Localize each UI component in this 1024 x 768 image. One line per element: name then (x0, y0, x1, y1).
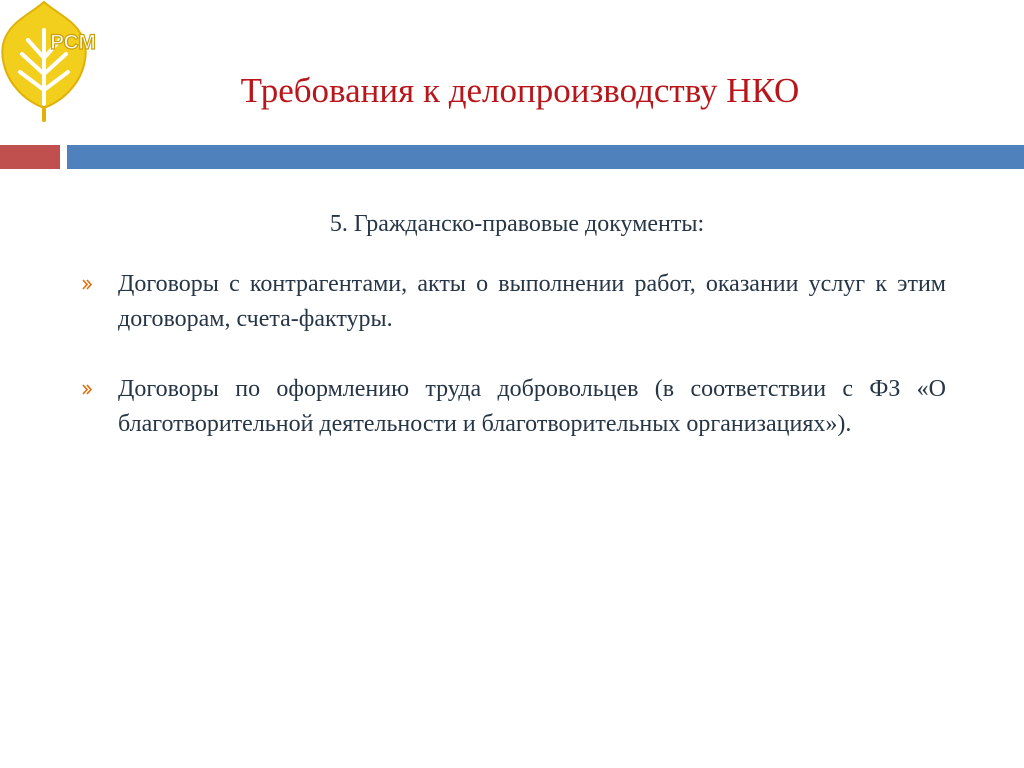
chevron-right-icon (80, 372, 94, 407)
slide-content (80, 207, 946, 477)
slide-title: Требования к делопроизводству НКО (240, 71, 800, 110)
bullet-item (80, 372, 946, 442)
chevron-right-icon (80, 267, 94, 302)
bullet-item (80, 267, 946, 337)
logo-text: РСМ (50, 31, 96, 54)
bullet-text: Договоры с контрагентами, акты о выполнении работ, оказании услуг к этим договорам, счета-фактуры. (118, 271, 946, 332)
bullet-text: Договоры по оформлению труда добровольцев (в соответствии с ФЗ «О благотворительной деятельности и благотворительных организациях»). (118, 376, 946, 437)
rsm-leaf-logo (0, 0, 112, 124)
accent-bar-red (0, 145, 60, 169)
section-heading: 5. Гражданско-правовые документы: (329, 211, 705, 237)
accent-bar-blue (67, 145, 1024, 169)
